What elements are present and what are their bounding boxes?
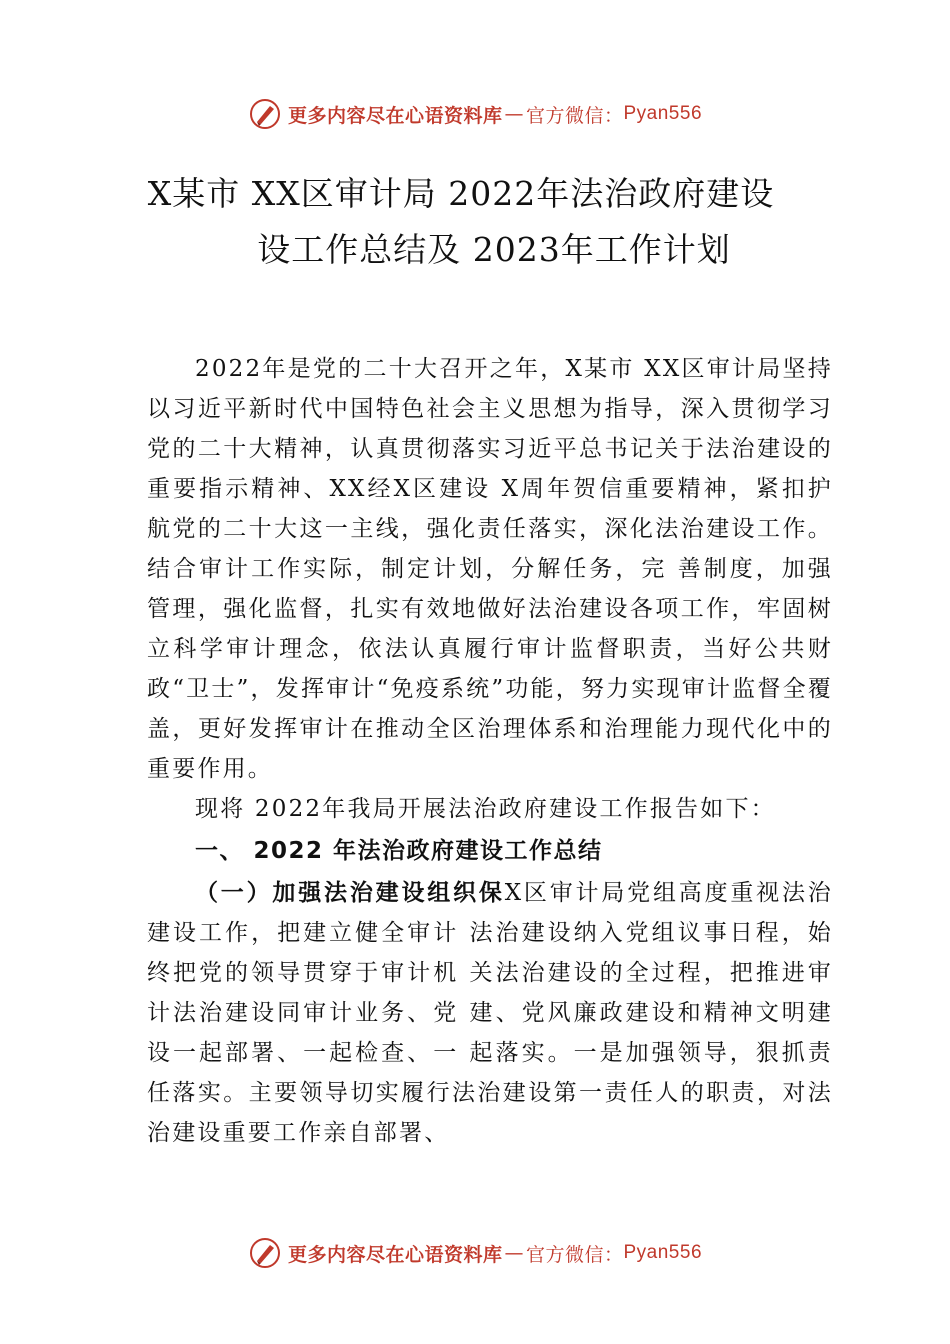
subsection-body: X区审计局党组高度重视法治建设工作，把建立健全审计 法治建设纳入党组议事日程，始终把党的领导贯穿于审计机 关法治建设的全过程，把推进审计法治建设同审计业务、党 建、党风廉政建设和精神文明建设一起部署、一起检查、一 起落实。一是加强领导，狠抓责任落实。主要领导切实履行法治建设第一责任人的职责，对法治建设重要工作亲自部署、	[147, 880, 833, 1146]
watermark-wechat-label: 官方微信：	[525, 1243, 624, 1266]
watermark-header	[0, 94, 950, 134]
title-line-2: 设工作总结及 2023年工作计划	[257, 230, 731, 269]
watermark-text: 更多内容尽在心语资料库	[287, 1243, 503, 1266]
watermark-wechat-label: 官方微信：	[525, 104, 624, 127]
pen-logo-icon	[248, 1236, 282, 1270]
watermark-text: 更多内容尽在心语资料库	[287, 104, 503, 127]
watermark-dash: —	[504, 1242, 524, 1264]
section-heading-1: 一、 2022 年法治政府建设工作总结	[195, 838, 603, 864]
pen-logo-icon	[248, 97, 282, 131]
paragraph-intro: 2022年是党的二十大召开之年，X某市 XX区审计局坚持以习近平新时代中国特色社会主义思想为指导，深入贯彻学习党的二十大精神，认真贯彻落实习近平总书记关于法治建设的重要指示精神、XX经X区建设 X周年贺信重要精神，紧扣护航党的二十大这一主线，强化责任落实，深化法治建设工作。结合审计工作实际，制定计划，分解任务，完 善制度，加强管理，强化监督，扎实有效地做好法治建设各项工作，牢固树立科学审计理念，依法认真履行审计监督职责，当好公共财政“卫士”，发挥审计“免疫系统”功能，努力实现审计监督全覆盖，更好发挥审计在推动全区治理体系和治理能力现代化中的重要作用。	[147, 356, 833, 782]
watermark-dash: —	[504, 103, 524, 125]
watermark-wechat-id: Pyan556	[623, 103, 703, 124]
paragraph-section-1-1	[147, 873, 833, 1153]
subsection-lead: （一）加强法治建设组织保	[195, 880, 505, 906]
watermark-footer	[0, 1233, 950, 1273]
watermark-wechat-id: Pyan556	[623, 1242, 703, 1263]
title-line-1: X某市 XX区审计局 2022年法治政府建设	[147, 174, 775, 213]
document-title	[0, 166, 950, 278]
paragraph-report-lead: 现将 2022年我局开展法治政府建设工作报告如下：	[195, 796, 776, 822]
document-body	[147, 349, 833, 1153]
